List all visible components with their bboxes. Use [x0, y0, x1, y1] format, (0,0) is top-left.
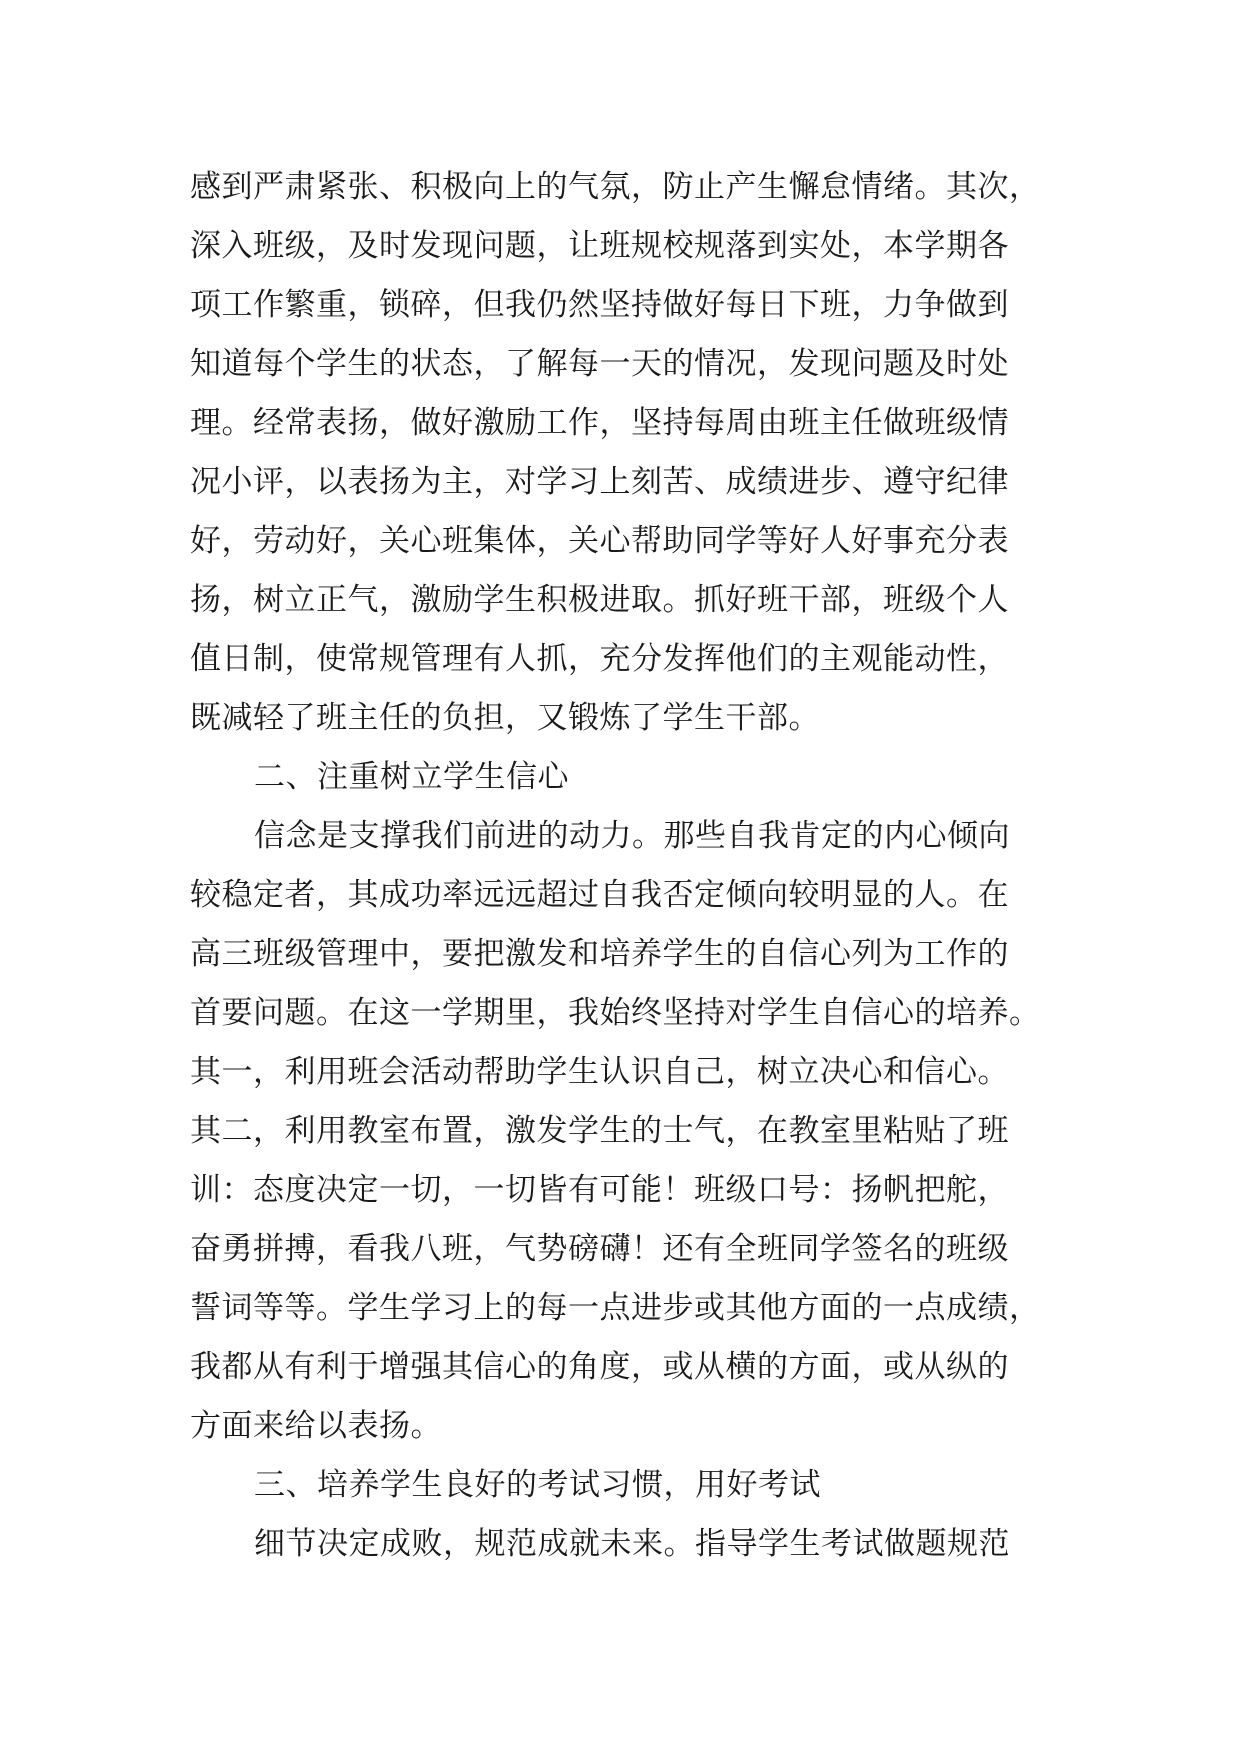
text-line: 二、注重树立学生信心 — [254, 759, 569, 795]
text-line: 誓词等等。学生学习上的每一点进步或其他方面的一点成绩， — [190, 1290, 1041, 1326]
text-line: 方面来给以表扬。 — [190, 1408, 442, 1444]
text-line: 知道每个学生的状态，了解每一天的情况，发现问题及时处 — [190, 346, 1009, 382]
text-line: 细节决定成败，规范成就未来。指导学生考试做题规范 — [254, 1526, 1010, 1562]
text-line: 况小评，以表扬为主，对学习上刻苦、成绩进步、遵守纪律 — [190, 464, 1009, 500]
text-line: 其二，利用教室布置，激发学生的士气，在教室里粘贴了班 — [190, 1113, 1009, 1149]
document-body — [190, 158, 1050, 1574]
text-line: 感到严肃紧张、积极向上的气氛，防止产生懈怠情绪。其次， — [190, 169, 1041, 205]
text-line: 较稳定者，其成功率远远超过自我否定倾向较明显的人。在 — [190, 877, 1009, 913]
text-line: 我都从有利于增强其信心的角度，或从横的方面，或从纵的 — [190, 1349, 1009, 1385]
text-line: 训：态度决定一切，一切皆有可能！班级口号：扬帆把舵， — [190, 1172, 1009, 1208]
text-line: 其一，利用班会活动帮助学生认识自己，树立决心和信心。 — [190, 1054, 1009, 1090]
text-line: 奋勇拼搏，看我八班，气势磅礴！还有全班同学签名的班级 — [190, 1231, 1009, 1267]
text-line: 项工作繁重，锁碎，但我仍然坚持做好每日下班，力争做到 — [190, 287, 1009, 323]
text-line: 好，劳动好，关心班集体，关心帮助同学等好人好事充分表 — [190, 523, 1009, 559]
text-line: 理。经常表扬，做好激励工作，坚持每周由班主任做班级情 — [190, 405, 1009, 441]
text-line: 深入班级，及时发现问题，让班规校规落到实处，本学期各 — [190, 228, 1009, 264]
text-line: 信念是支撑我们前进的动力。那些自我肯定的内心倾向 — [254, 818, 1010, 854]
text-line: 三、培养学生良好的考试习惯，用好考试 — [254, 1467, 821, 1503]
text-line: 高三班级管理中，要把激发和培养学生的自信心列为工作的 — [190, 936, 1009, 972]
text-line: 扬，树立正气，激励学生积极进取。抓好班干部，班级个人 — [190, 582, 1009, 618]
text-line: 值日制，使常规管理有人抓，充分发挥他们的主观能动性， — [190, 641, 1009, 677]
text-line: 首要问题。在这一学期里，我始终坚持对学生自信心的培养。 — [190, 995, 1041, 1031]
text-line: 既减轻了班主任的负担，又锻炼了学生干部。 — [190, 700, 820, 736]
